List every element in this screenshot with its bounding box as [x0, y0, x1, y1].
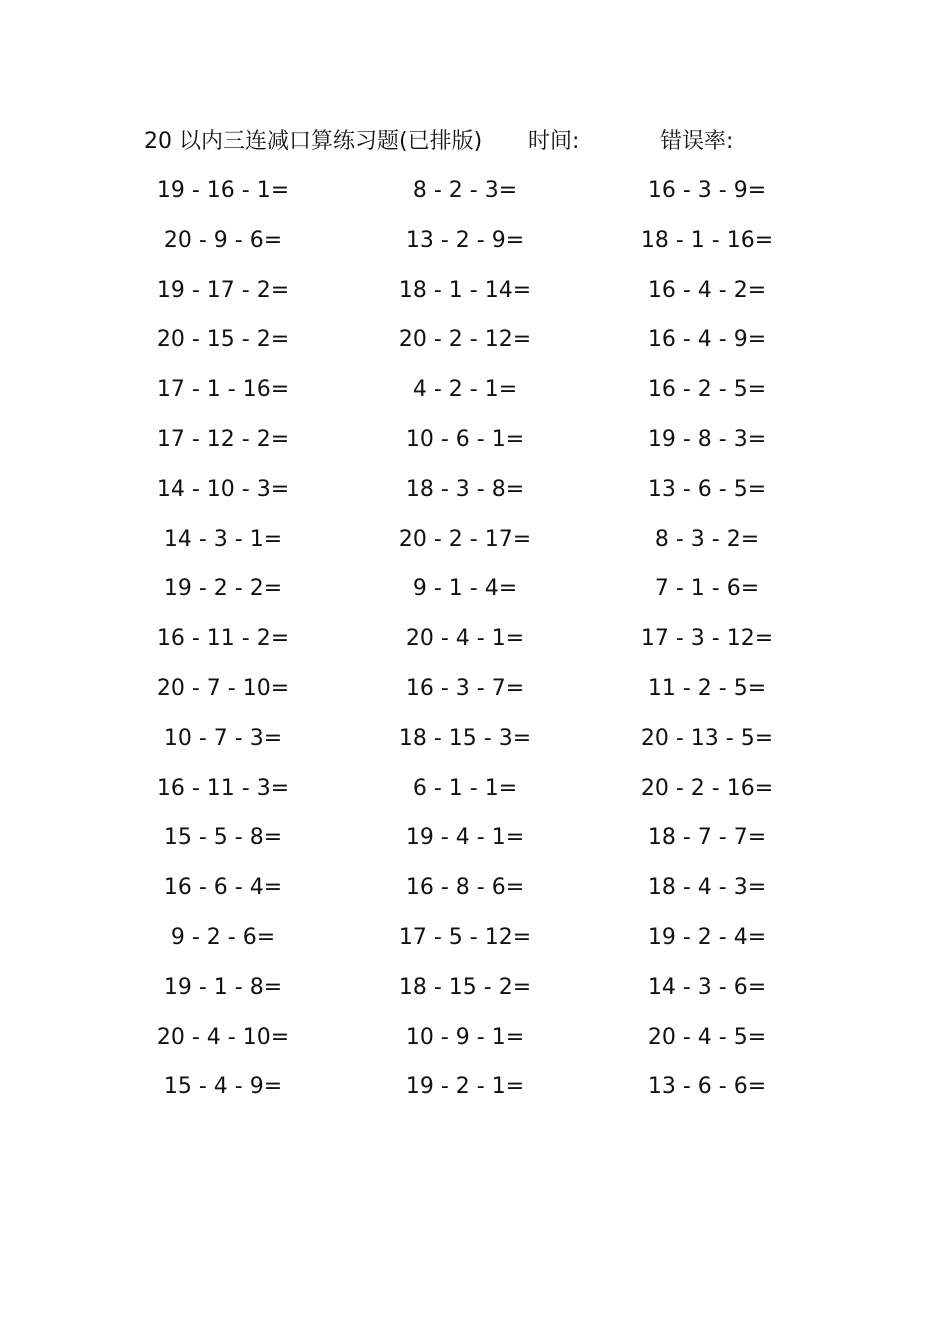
problem-row: [0, 170, 950, 220]
problem-item: 7 - 1 - 6=: [654, 576, 760, 602]
problem-item: 14 - 3 - 1=: [163, 526, 283, 552]
problem-item: 13 - 6 - 5=: [647, 476, 767, 502]
problem-item: 8 - 3 - 2=: [654, 526, 760, 552]
problem-item: 14 - 10 - 3=: [156, 476, 290, 502]
problem-item: 19 - 2 - 2=: [163, 576, 283, 602]
problem-item: 9 - 2 - 6=: [170, 924, 276, 950]
problem-item: 15 - 5 - 8=: [163, 825, 283, 851]
problem-row: [0, 1066, 950, 1116]
problem-item: 20 - 15 - 2=: [156, 327, 290, 353]
problem-item: 20 - 2 - 17=: [398, 526, 532, 552]
problem-item: 13 - 2 - 9=: [405, 227, 525, 253]
problem-item: 13 - 6 - 6=: [647, 1074, 767, 1100]
problem-item: 16 - 4 - 2=: [647, 277, 767, 303]
problem-item: 16 - 11 - 2=: [156, 626, 290, 652]
problem-item: 9 - 1 - 4=: [412, 576, 518, 602]
problem-row: [0, 469, 950, 519]
problem-item: 19 - 2 - 4=: [647, 924, 767, 950]
problem-item: 19 - 16 - 1=: [156, 178, 290, 203]
problem-item: 8 - 2 - 3=: [412, 178, 518, 203]
problem-item: 18 - 7 - 7=: [647, 825, 767, 851]
problem-item: 15 - 4 - 9=: [163, 1074, 283, 1100]
problem-item: 16 - 11 - 3=: [156, 775, 290, 801]
problem-item: 16 - 2 - 5=: [647, 377, 767, 403]
problem-item: 4 - 2 - 1=: [412, 377, 518, 403]
problem-item: 19 - 1 - 8=: [163, 974, 283, 1000]
problem-row: [0, 817, 950, 867]
problem-row: [0, 668, 950, 718]
problem-item: 20 - 4 - 5=: [647, 1024, 767, 1050]
problem-item: 17 - 1 - 16=: [156, 377, 290, 403]
problem-row: [0, 618, 950, 668]
problem-row: [0, 1017, 950, 1067]
problem-item: 17 - 12 - 2=: [156, 426, 290, 452]
problem-row: [0, 967, 950, 1017]
problem-item: 20 - 7 - 10=: [156, 675, 290, 701]
problem-row: [0, 419, 950, 469]
time-label: 时间:: [528, 129, 580, 154]
problem-item: 16 - 3 - 9=: [647, 178, 767, 203]
problem-item: 16 - 3 - 7=: [405, 675, 525, 701]
problem-item: 20 - 2 - 12=: [398, 327, 532, 353]
problem-item: 17 - 5 - 12=: [398, 924, 532, 950]
problem-item: 6 - 1 - 1=: [412, 775, 518, 801]
problem-item: 19 - 2 - 1=: [405, 1074, 525, 1100]
worksheet-title: 20 以内三连减口算练习题(已排版): [144, 129, 483, 154]
problem-row: [0, 220, 950, 270]
problem-row: [0, 718, 950, 768]
problem-item: 20 - 4 - 10=: [156, 1024, 290, 1050]
problem-row: [0, 369, 950, 419]
problem-item: 10 - 7 - 3=: [163, 725, 283, 751]
problem-item: 20 - 13 - 5=: [640, 725, 774, 751]
problem-row: [0, 568, 950, 618]
problem-grid: [0, 170, 950, 1116]
problem-item: 16 - 6 - 4=: [163, 875, 283, 901]
error-rate-label: 错误率:: [660, 129, 734, 154]
problem-row: [0, 768, 950, 818]
problem-row: [0, 319, 950, 369]
problem-row: [0, 917, 950, 967]
problem-item: 16 - 4 - 9=: [647, 327, 767, 353]
problem-row: [0, 867, 950, 917]
problem-item: 19 - 17 - 2=: [156, 277, 290, 303]
problem-row: [0, 519, 950, 569]
problem-item: 16 - 8 - 6=: [405, 875, 525, 901]
problem-item: 20 - 4 - 1=: [405, 626, 525, 652]
problem-item: 18 - 4 - 3=: [647, 875, 767, 901]
problem-item: 19 - 4 - 1=: [405, 825, 525, 851]
problem-item: 11 - 2 - 5=: [647, 675, 767, 701]
problem-item: 19 - 8 - 3=: [647, 426, 767, 452]
problem-item: 14 - 3 - 6=: [647, 974, 767, 1000]
problem-item: 10 - 6 - 1=: [405, 426, 525, 452]
problem-item: 20 - 2 - 16=: [640, 775, 774, 801]
problem-row: [0, 270, 950, 320]
problem-item: 18 - 3 - 8=: [405, 476, 525, 502]
problem-item: 10 - 9 - 1=: [405, 1024, 525, 1050]
problem-item: 18 - 1 - 14=: [398, 277, 532, 303]
problem-item: 18 - 15 - 2=: [398, 974, 532, 1000]
problem-item: 18 - 1 - 16=: [640, 227, 774, 253]
problem-item: 20 - 9 - 6=: [163, 227, 283, 253]
problem-item: 18 - 15 - 3=: [398, 725, 532, 751]
problem-item: 17 - 3 - 12=: [640, 626, 774, 652]
